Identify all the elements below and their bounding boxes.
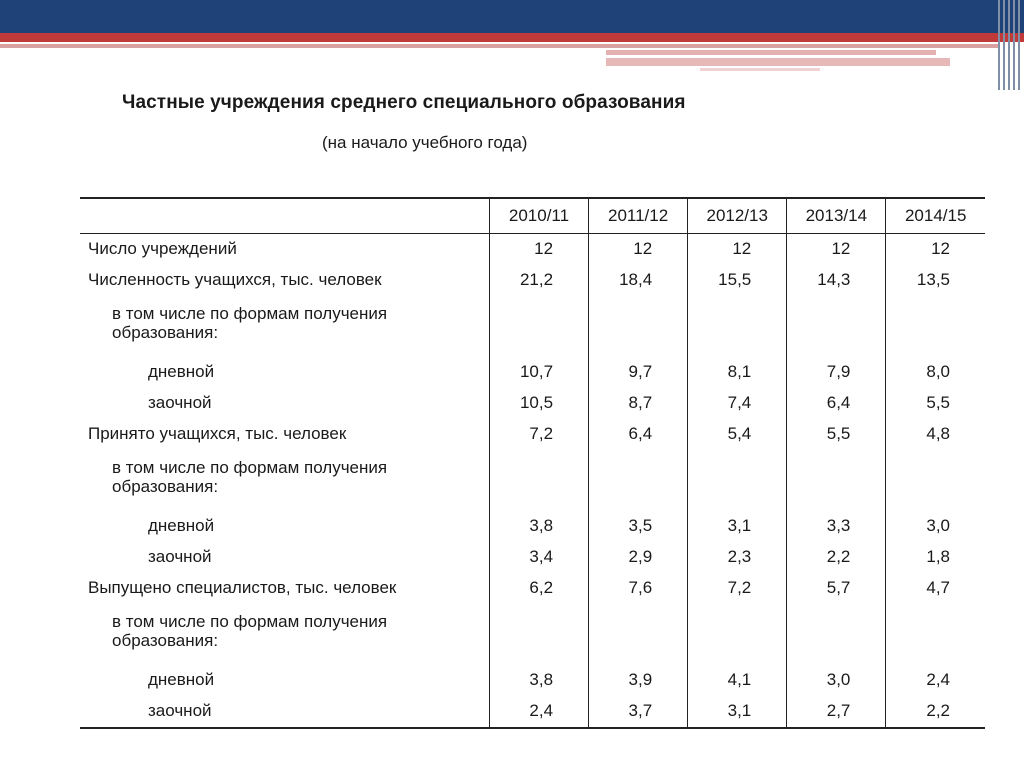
table-cell: 2,4 (886, 665, 985, 696)
decor-vertical-stripes (996, 0, 1024, 767)
table-cell: 2,3 (688, 542, 787, 573)
table-cell: 3,1 (688, 511, 787, 542)
table-cell: 7,4 (688, 388, 787, 419)
table-cell: 21,2 (489, 265, 588, 296)
table-cell: 8,7 (589, 388, 688, 419)
column-header: 2010/11 (489, 198, 588, 233)
row-label: Численность учащихся, тыс. человек (88, 270, 382, 289)
table-cell: 2,7 (787, 696, 886, 728)
table-cell: 2,9 (589, 542, 688, 573)
table-cell: 12 (886, 233, 985, 265)
table-cell: 5,7 (787, 573, 886, 604)
page-subtitle: (на начало учебного года) (322, 133, 528, 152)
table-cell: 12 (688, 233, 787, 265)
table-cell: 12 (787, 233, 886, 265)
row-label: заочной (148, 393, 212, 412)
table-cell: 18,4 (589, 265, 688, 296)
slide-header-band (0, 0, 1024, 33)
table-row (80, 511, 985, 542)
table-cell (688, 450, 787, 511)
slide-accent-band (0, 33, 1024, 42)
table-cell: 6,2 (489, 573, 588, 604)
table-row (80, 696, 985, 728)
table-cell: 2,2 (787, 542, 886, 573)
decor-stripe (700, 68, 820, 71)
row-label: в том числе по формам получения образования: (112, 457, 388, 496)
row-label: дневной (148, 516, 215, 535)
table-cell: 7,2 (489, 419, 588, 450)
table-cell: 3,8 (489, 665, 588, 696)
table-cell (787, 296, 886, 357)
table-cell (688, 604, 787, 665)
table-row (80, 265, 985, 296)
table-cell: 10,7 (489, 357, 588, 388)
table-cell: 3,8 (489, 511, 588, 542)
table-cell (787, 450, 886, 511)
table-cell: 9,7 (589, 357, 688, 388)
table-row (80, 296, 985, 357)
row-label: Принято учащихся, тыс. человек (88, 424, 347, 443)
row-label: дневной (148, 362, 215, 381)
row-label: в том числе по формам получения образования: (112, 303, 388, 342)
row-label: заочной (148, 547, 212, 566)
header-row (80, 198, 985, 233)
table-cell: 13,5 (886, 265, 985, 296)
table-cell: 8,1 (688, 357, 787, 388)
table-cell: 15,5 (688, 265, 787, 296)
table-cell (886, 604, 985, 665)
table-row (80, 419, 985, 450)
column-header: 2011/12 (589, 198, 688, 233)
table-row (80, 357, 985, 388)
decor-stripe (606, 50, 936, 55)
table-cell (489, 604, 588, 665)
table-cell: 5,4 (688, 419, 787, 450)
table-cell (589, 604, 688, 665)
table-row (80, 573, 985, 604)
table-cell: 7,2 (688, 573, 787, 604)
row-label: дневной (148, 670, 215, 689)
table-cell: 4,1 (688, 665, 787, 696)
table-row (80, 450, 985, 511)
table-row (80, 388, 985, 419)
table-cell: 4,7 (886, 573, 985, 604)
slide-accent-line (0, 44, 1000, 48)
table-cell: 3,9 (589, 665, 688, 696)
table-cell (688, 296, 787, 357)
table-cell: 4,8 (886, 419, 985, 450)
table-cell (489, 450, 588, 511)
row-label: Число учреждений (88, 239, 237, 258)
table-cell: 3,0 (787, 665, 886, 696)
statistics-table (80, 197, 985, 729)
table-cell: 5,5 (787, 419, 886, 450)
table-cell: 3,7 (589, 696, 688, 728)
table-cell (589, 450, 688, 511)
table-cell: 12 (489, 233, 588, 265)
decor-stripe (606, 58, 950, 66)
table-cell (886, 450, 985, 511)
table-cell: 2,4 (489, 696, 588, 728)
table-cell: 3,0 (886, 511, 985, 542)
table-cell: 6,4 (787, 388, 886, 419)
row-label: Выпущено специалистов, тыс. человек (88, 578, 397, 597)
table-cell: 14,3 (787, 265, 886, 296)
table-cell (489, 296, 588, 357)
table-row (80, 604, 985, 665)
table-cell: 1,8 (886, 542, 985, 573)
table-cell (589, 296, 688, 357)
table-cell: 7,9 (787, 357, 886, 388)
table-cell: 6,4 (589, 419, 688, 450)
table-cell: 2,2 (886, 696, 985, 728)
table-cell: 3,1 (688, 696, 787, 728)
table-cell: 5,5 (886, 388, 985, 419)
table-cell (787, 604, 886, 665)
table-cell: 3,4 (489, 542, 588, 573)
table-cell: 3,3 (787, 511, 886, 542)
table-row (80, 233, 985, 265)
header-empty-cell (80, 198, 489, 233)
page-title: Частные учреждения среднего специального образования (122, 92, 686, 113)
table-cell: 10,5 (489, 388, 588, 419)
column-header: 2013/14 (787, 198, 886, 233)
column-header: 2014/15 (886, 198, 985, 233)
table-row (80, 542, 985, 573)
table-cell (886, 296, 985, 357)
row-label: в том числе по формам получения образования: (112, 611, 388, 650)
table-row (80, 665, 985, 696)
column-header: 2012/13 (688, 198, 787, 233)
table-cell: 3,5 (589, 511, 688, 542)
table-cell: 12 (589, 233, 688, 265)
table-cell: 8,0 (886, 357, 985, 388)
row-label: заочной (80, 696, 489, 728)
table-cell: 7,6 (589, 573, 688, 604)
